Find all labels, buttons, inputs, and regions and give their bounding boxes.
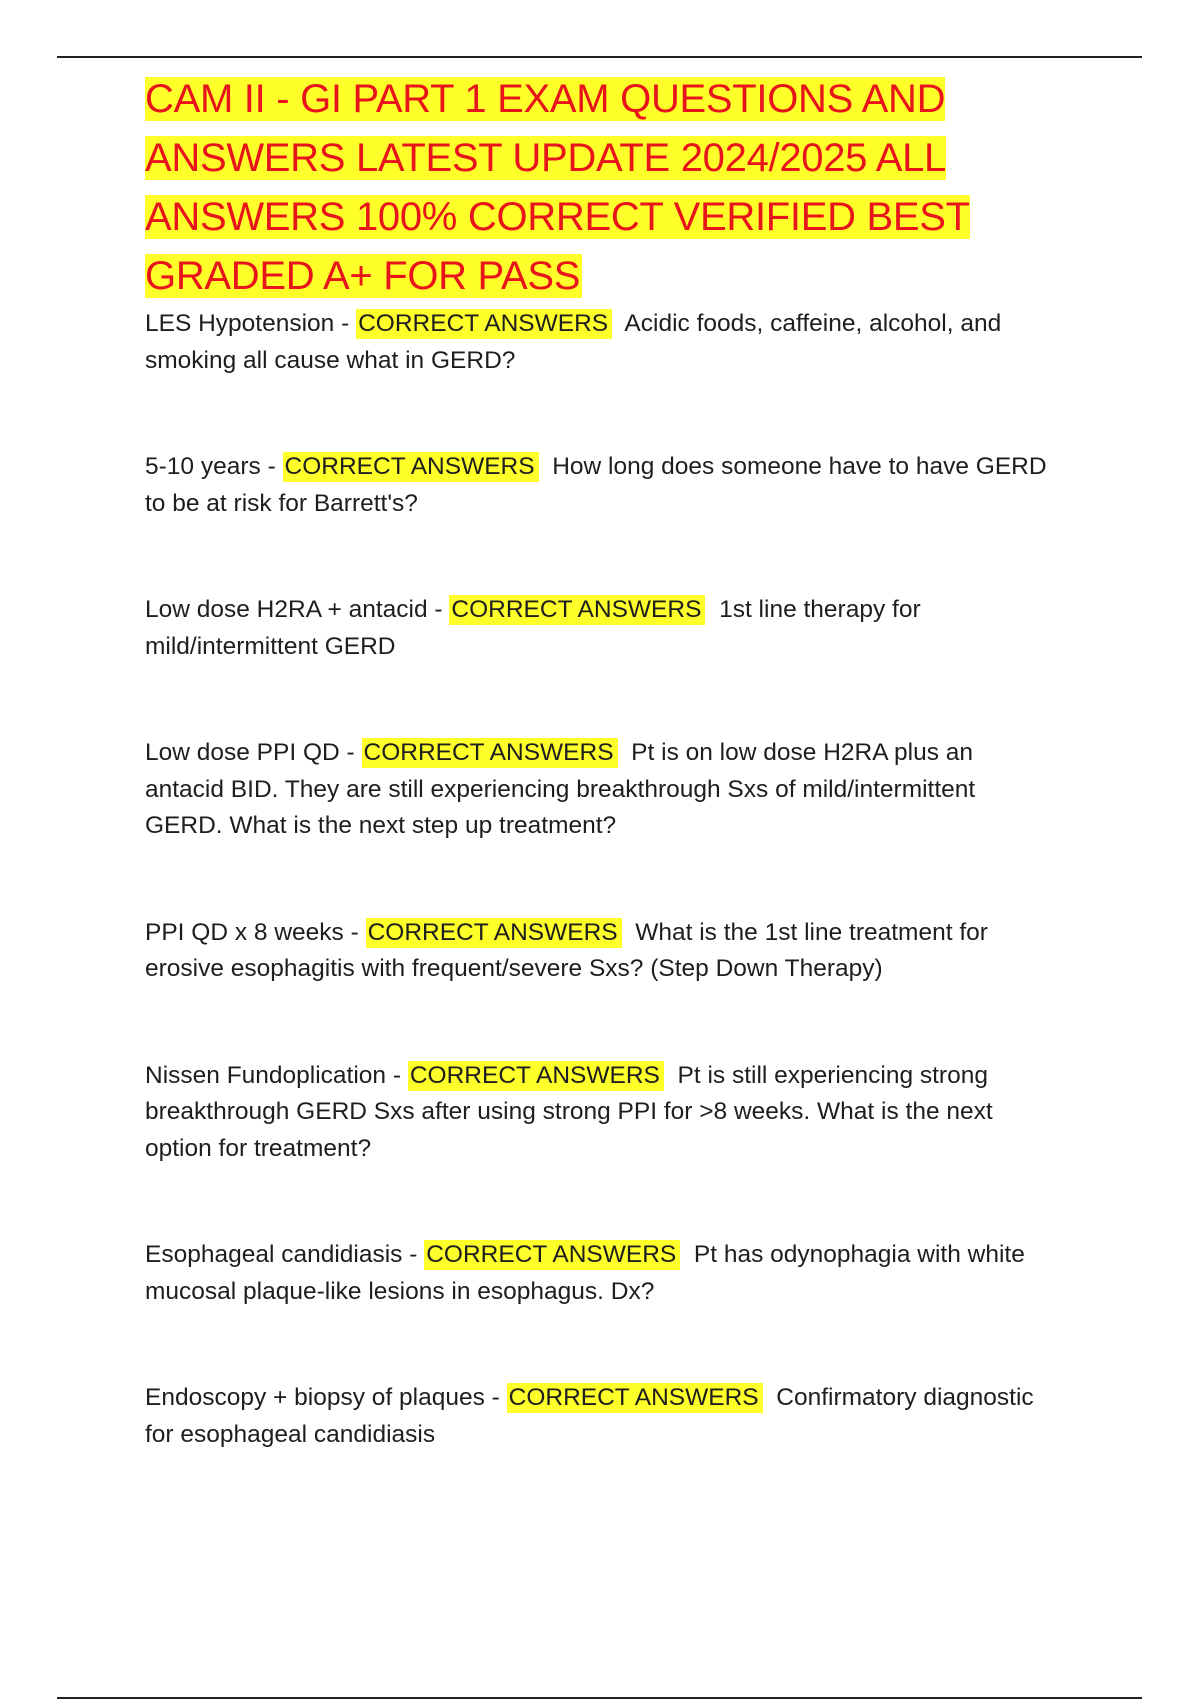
qa-separator: - [484,1384,507,1411]
qa-item [145,306,1050,379]
qa-separator: - [343,918,366,946]
qa-separator: - [402,1241,425,1268]
qa-question: Pt has odynophagia with white mucosal plaque-like lesions in esophagus. Dx? [145,1241,1025,1305]
correct-answers-badge: CORRECT ANSWERS [283,452,539,482]
qa-question: Confirmatory diagnostic for esophageal candidiasis [145,1384,1034,1448]
title-highlight: CAM II - GI PART 1 EXAM QUESTIONS AND ANSWERS LATEST UPDATE 2024/2025 ALL ANSWERS 100% CORRECT VERIFIED BEST GRADED A+ FOR PASS [145,77,970,298]
qa-separator: - [334,310,357,337]
qa-answer: Endoscopy + biopsy of plaques [145,1384,485,1411]
document-body [145,70,1050,1453]
qa-separator: - [260,453,283,480]
qa-question: What is the 1st line treatment for erosive esophagitis with frequent/severe Sxs? (Step Down Therapy) [145,918,988,982]
qa-item [145,1380,1050,1453]
correct-answers-badge: CORRECT ANSWERS [408,1061,664,1091]
qa-question: Pt is on low dose H2RA plus an antacid BID. They are still experiencing breakthrough Sxs of mild/intermittent GERD. What is the next step up treatment? [145,739,976,839]
qa-answer: 5-10 years [145,453,261,480]
qa-item [145,915,1050,988]
bottom-rule [57,1697,1142,1699]
qa-answer: LES Hypotension [145,310,335,337]
qa-answer: Nissen Fundoplication [145,1061,387,1089]
qa-item [145,592,1050,665]
qa-item [145,1058,1050,1168]
qa-list [145,306,1050,1453]
correct-answers-badge: CORRECT ANSWERS [449,595,705,625]
qa-item [145,735,1050,845]
qa-separator: - [386,1061,408,1089]
qa-question: 1st line therapy for mild/intermittent GERD [145,596,921,660]
qa-item [145,1237,1050,1310]
qa-item [145,449,1050,522]
qa-answer: PPI QD x 8 weeks [145,918,344,946]
top-rule [57,56,1142,58]
qa-separator: - [427,596,450,623]
document-title [145,70,1050,306]
correct-answers-badge: CORRECT ANSWERS [366,918,622,948]
qa-answer: Low dose H2RA + antacid [145,596,428,623]
correct-answers-badge: CORRECT ANSWERS [424,1240,680,1270]
qa-separator: - [339,739,362,766]
qa-answer: Low dose PPI QD [145,739,340,766]
correct-answers-badge: CORRECT ANSWERS [507,1383,763,1413]
correct-answers-badge: CORRECT ANSWERS [356,309,612,339]
qa-question: Acidic foods, caffeine, alcohol, and smoking all cause what in GERD? [145,310,1002,374]
correct-answers-badge: CORRECT ANSWERS [362,738,618,768]
qa-question: Pt is still experiencing strong breakthrough GERD Sxs after using strong PPI for >8 weeks. What is the next option for treatment? [145,1061,993,1162]
qa-question: How long does someone have to have GERD to be at risk for Barrett's? [145,453,1047,517]
qa-answer: Esophageal candidiasis [145,1241,403,1268]
